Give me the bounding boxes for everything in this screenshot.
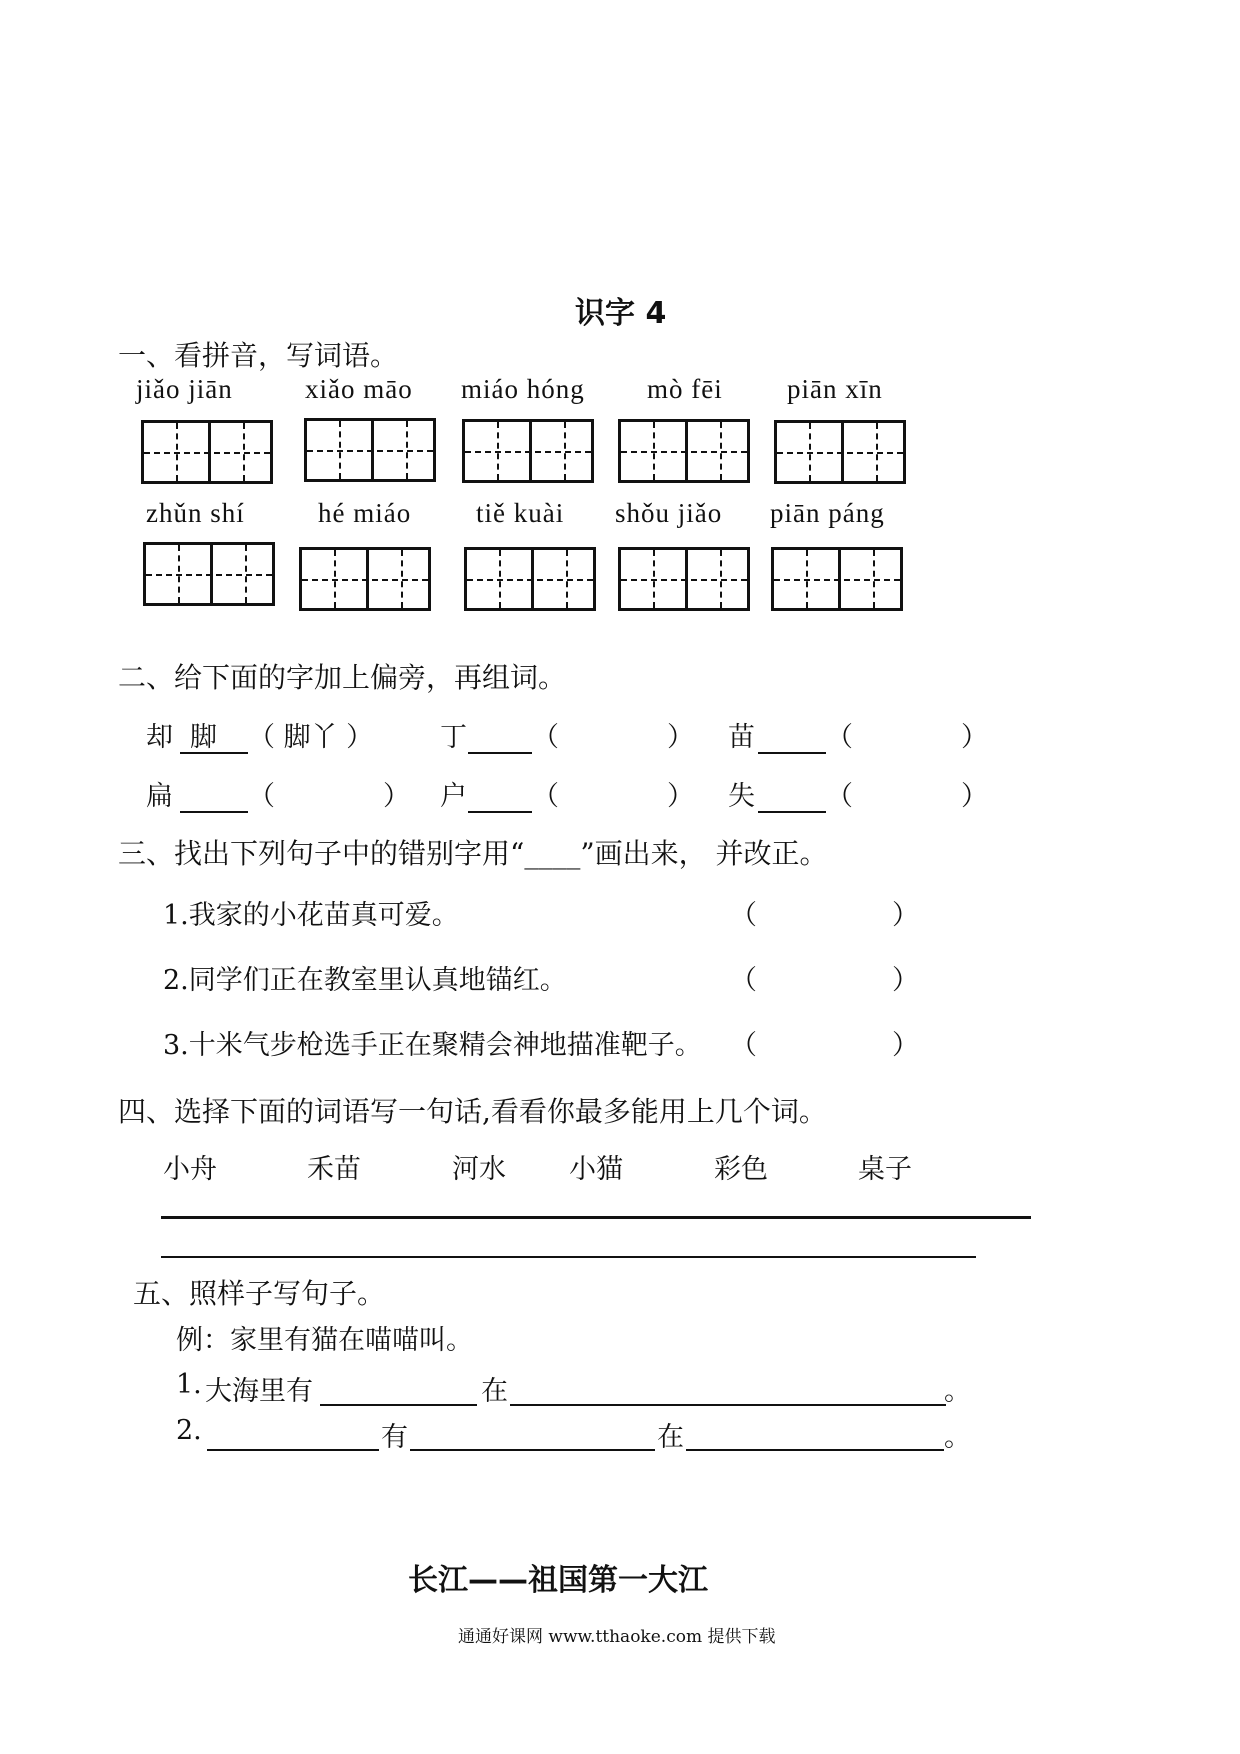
answer-blank[interactable]: [410, 1449, 655, 1451]
answer-blank[interactable]: [510, 1404, 946, 1406]
section-4-heading: 四、选择下面的词语写一句话,看看你最多能用上几个词。: [118, 1095, 827, 1128]
writing-box[interactable]: [141, 420, 273, 484]
word-paren: （ 脚丫 ）: [248, 722, 374, 753]
section-1-heading: 一、看拼音，写词语。: [118, 339, 399, 372]
section-3-heading: 三、找出下列句子中的错别字用“____”画出来， 并改正。: [118, 837, 828, 870]
answer-blank[interactable]: [180, 811, 248, 813]
radical-char: 丁: [440, 722, 467, 753]
word-paren: （ ）: [248, 781, 410, 812]
answer-blank[interactable]: [686, 1449, 944, 1451]
word-option: 禾苗: [307, 1154, 361, 1185]
writing-box[interactable]: [771, 547, 903, 611]
sentence-end: 。: [944, 1422, 971, 1453]
word-paren: （ ）: [532, 722, 694, 753]
answer-blank[interactable]: [758, 811, 826, 813]
word-option: 河水: [452, 1154, 506, 1185]
sentence-start: 大海里有: [205, 1376, 313, 1407]
word-option: 彩色: [714, 1154, 768, 1185]
answer-blank[interactable]: [320, 1404, 477, 1406]
word-option: 桌子: [858, 1154, 912, 1185]
answer-blank[interactable]: [207, 1449, 379, 1451]
word-option: 小猫: [569, 1154, 623, 1185]
radical-char: 苗: [728, 722, 755, 753]
writing-box[interactable]: [618, 419, 750, 483]
writing-box[interactable]: [299, 547, 431, 611]
answer-line[interactable]: [161, 1216, 1031, 1219]
writing-box[interactable]: [304, 418, 436, 482]
footer-credit: 通通好课网 www.tthaoke.com 提供下载: [458, 1627, 776, 1647]
pinyin-8: tiě kuài: [476, 498, 565, 528]
answer-blank[interactable]: [180, 752, 248, 754]
correction-paren[interactable]: （ ）: [730, 900, 919, 931]
pinyin-7: hé miáo: [318, 498, 412, 528]
example-sentence: 例：家里有猫在喵喵叫。: [176, 1325, 473, 1356]
word-paren: （ ）: [826, 781, 988, 812]
answer-blank[interactable]: [468, 752, 532, 754]
sentence-connector: 在: [657, 1422, 684, 1453]
answer-blank[interactable]: [468, 811, 532, 813]
writing-box[interactable]: [464, 547, 596, 611]
word-option: 小舟: [163, 1154, 217, 1185]
pinyin-9: shǒu jiǎo: [615, 498, 723, 528]
correction-paren[interactable]: （ ）: [730, 965, 919, 996]
sentence-2: 2.同学们正在教室里认真地锚红。: [163, 965, 567, 996]
correction-paren[interactable]: （ ）: [730, 1030, 919, 1061]
writing-box[interactable]: [462, 419, 594, 483]
sentence-connector: 有: [381, 1422, 408, 1453]
next-lesson-title: 长江——祖国第一大江: [408, 1563, 708, 1598]
sentence-connector: 在: [481, 1376, 508, 1407]
answer-line[interactable]: [161, 1256, 976, 1258]
pinyin-4: mò fēi: [647, 374, 723, 404]
radical-char: 却: [146, 722, 173, 753]
word-paren: （ ）: [826, 722, 988, 753]
writing-box[interactable]: [774, 420, 906, 484]
sentence-end: 。: [944, 1376, 971, 1407]
page-title: 识字 4: [575, 296, 667, 331]
radical-char: 户: [440, 781, 467, 812]
sentence-3: 3.十米气步枪选手正在聚精会神地描准靶子。: [163, 1030, 702, 1061]
pinyin-3: miáo hóng: [461, 374, 585, 404]
pinyin-1: jiǎo jiān: [136, 374, 233, 404]
radical-char: 失: [728, 781, 755, 812]
radical-answer: 脚: [190, 722, 217, 753]
section-5-heading: 五、照样子写句子。: [133, 1277, 386, 1310]
word-paren: （ ）: [532, 781, 694, 812]
radical-char: 扁: [146, 781, 173, 812]
line-number: 2.: [176, 1415, 202, 1446]
writing-box[interactable]: [618, 547, 750, 611]
answer-blank[interactable]: [758, 752, 826, 754]
pinyin-2: xiǎo māo: [305, 374, 413, 404]
writing-box[interactable]: [143, 542, 275, 606]
sentence-1: 1.我家的小花苗真可爱。: [163, 900, 459, 931]
pinyin-10: piān páng: [770, 498, 885, 528]
line-number: 1.: [176, 1369, 202, 1400]
pinyin-5: piān xīn: [787, 374, 883, 404]
pinyin-6: zhǔn shí: [146, 498, 245, 528]
section-2-heading: 二、给下面的字加上偏旁，再组词。: [118, 661, 567, 694]
